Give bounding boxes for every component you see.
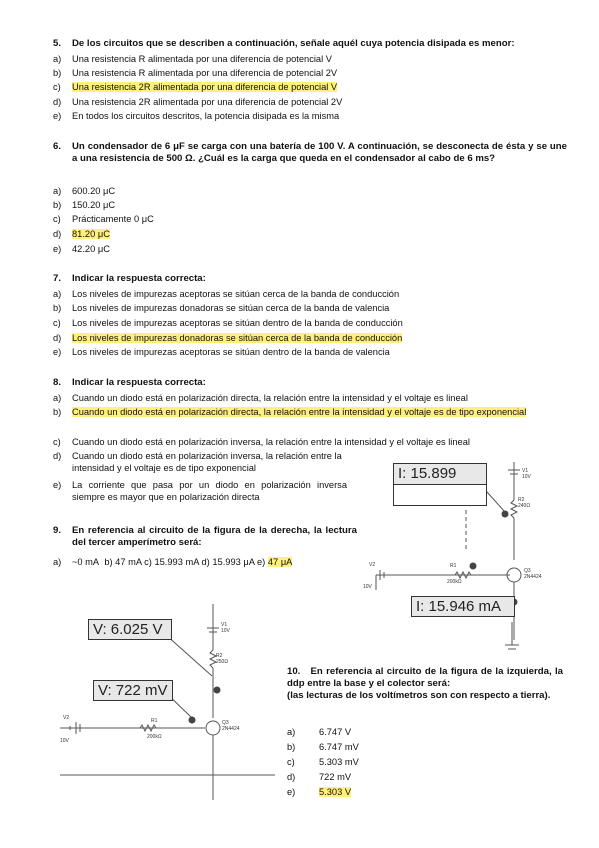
q7-option-a: a) Los niveles de impurezas aceptoras se sitúan cerca de la banda de conducción bbox=[53, 289, 400, 299]
q6-option-b: b) 150.20 μC bbox=[53, 200, 116, 210]
question-text: De los circuitos que se describen a continuación, señale aquél cuya potencia disipada es menor: bbox=[72, 38, 515, 49]
q5-option-c: c) Una resistencia 2R alimentada por una diferencia de potencial V bbox=[53, 82, 338, 92]
highlighted-answer: Los niveles de impurezas donadoras se sitúan cerca de la banda de conducción bbox=[72, 333, 403, 343]
q10-option-a: a) 6.747 V bbox=[287, 727, 352, 737]
highlighted-answer: Cuando un diodo está en polarización directa, la relación entre la intensidad y el voltaje es de tipo exponencial bbox=[72, 407, 527, 417]
q7-option-e: e) Los niveles de impurezas aceptoras se sitúan dentro de la banda de valencia bbox=[53, 347, 390, 357]
q5-option-d: d) Una resistencia 2R alimentada por una diferencia de potencial 2V bbox=[53, 97, 343, 107]
q5-option-b: b) Una resistencia R alimentada por una diferencia de potencial 2V bbox=[53, 68, 338, 78]
v1-label: V1 10V bbox=[221, 622, 230, 634]
probe-dot-icon bbox=[214, 687, 221, 694]
q8-option-a: a) Cuando un diodo está en polarización directa, la relación entre la intensidad y el voltaje es lineal bbox=[53, 393, 468, 403]
q6-option-a: a) 600.20 μC bbox=[53, 186, 116, 196]
question-text: Un condensador de 6 μF se carga con una batería de 100 V. A continuación, se desconecta de ésta y se une a una resistencia de 500 Ω. ¿Cuál es la carga que queda en el condensador al cabo de 6 ms? bbox=[72, 141, 567, 164]
ammeter-2-readout: I: 15.946 mA bbox=[411, 596, 515, 617]
highlighted-answer: 81.20 μC bbox=[72, 229, 110, 239]
v2-value: 10V bbox=[60, 738, 69, 744]
q7-option-d: d) Los niveles de impurezas donadoras se sitúan cerca de la banda de conducción bbox=[53, 333, 403, 343]
v1-label: V1 10V bbox=[522, 468, 531, 480]
v2-value: 10V bbox=[363, 584, 372, 590]
voltmeter-1-readout: V: 6.025 V bbox=[88, 619, 172, 640]
q6-option-e: e) 42.20 μC bbox=[53, 244, 110, 254]
q5-option-a: a) Una resistencia R alimentada por una diferencia de potencial V bbox=[53, 54, 332, 64]
question-text: Indicar la respuesta correcta: bbox=[72, 273, 206, 284]
question-number: 6. bbox=[53, 141, 62, 152]
question-note: (las lecturas de los voltímetros son con respecto a tierra). bbox=[287, 690, 551, 701]
r1-label: R1 bbox=[151, 718, 158, 724]
q6-option-c: c) Prácticamente 0 μC bbox=[53, 214, 154, 224]
q10-option-c: c) 5.303 mV bbox=[287, 757, 359, 767]
q9-answer-line: a) ~0 mA b) 47 mA c) 15.993 mA d) 15.993 μA e) 47 μA bbox=[53, 557, 293, 567]
q10-option-b: b) 6.747 mV bbox=[287, 742, 359, 752]
q3-label: Q3 2N4424 bbox=[524, 568, 542, 580]
question-number: 10. bbox=[287, 666, 301, 677]
highlighted-answer: 5.303 V bbox=[319, 787, 352, 797]
r2-label: R2 240Ω bbox=[518, 497, 531, 509]
r2-label: R2 250Ω bbox=[216, 653, 229, 665]
ammeter-1-readout: I: 15.899 bbox=[393, 463, 487, 503]
q10-option-d: d) 722 mV bbox=[287, 772, 352, 782]
highlighted-answer: 47 μA bbox=[267, 557, 293, 567]
q3-label: Q3 2N4424 bbox=[222, 720, 240, 732]
question-text: Indicar la respuesta correcta: bbox=[72, 377, 206, 388]
probe-dot-icon bbox=[189, 717, 196, 724]
v2-label: V2 bbox=[369, 562, 376, 568]
q5-option-e: e) En todos los circuitos descritos, la potencia disipada es la misma bbox=[53, 111, 340, 121]
question-text: En referencia al circuito de la figura de la izquierda, la ddp entre la base y el colector será: bbox=[287, 666, 563, 689]
question-number: 7. bbox=[53, 273, 62, 284]
q10-option-e: e) 5.303 V bbox=[287, 787, 352, 797]
q7-option-b: b) Los niveles de impurezas donadoras se sitúan cerca de la banda de valencia bbox=[53, 303, 390, 313]
voltmeter-2-readout: V: 722 mV bbox=[93, 680, 173, 701]
q6-option-d: d) 81.20 μC bbox=[53, 229, 110, 239]
r1-label: R1 bbox=[450, 563, 457, 569]
highlighted-answer: Una resistencia 2R alimentada por una diferencia de potencial V bbox=[72, 82, 338, 92]
r1-value: 200kΩ bbox=[147, 734, 162, 740]
question-text: En referencia al circuito de la figura de la derecha, la lectura del tercer amperímetro será: bbox=[72, 525, 357, 548]
q8-option-c: c) Cuando un diodo está en polarización inversa, la relación entre la intensidad y el voltaje es lineal bbox=[53, 437, 470, 447]
q7-option-c: c) Los niveles de impurezas aceptoras se sitúan dentro de la banda de conducción bbox=[53, 318, 403, 328]
v2-label: V2 bbox=[63, 715, 70, 721]
question-number: 5. bbox=[53, 38, 62, 49]
question-number: 9. bbox=[53, 525, 62, 536]
question-number: 8. bbox=[53, 377, 62, 388]
r1-value: 200kΩ bbox=[447, 579, 462, 585]
